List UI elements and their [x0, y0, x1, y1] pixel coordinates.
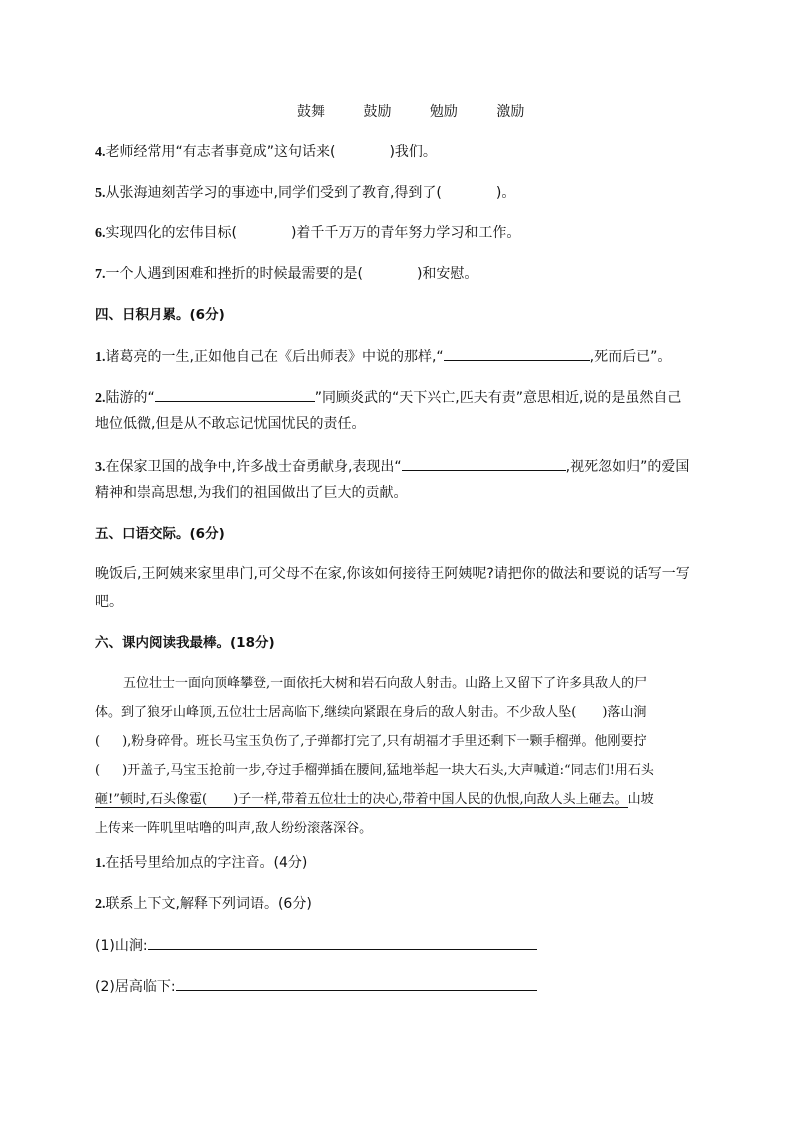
- section-6-question-2: 2.联系上下文,解释下列词语。(6分): [95, 896, 312, 912]
- dotted-char: 坠: [558, 705, 572, 720]
- answer-row-2: (2)居高临下:: [95, 975, 537, 997]
- question-6: 6.实现四化的宏伟目标( )着千千万万的青年努力学习和工作。: [95, 225, 521, 241]
- fill-in-line[interactable]: [155, 386, 315, 402]
- reading-passage: [95, 669, 699, 843]
- passage-line: 五位壮士一面向顶峰攀登,一面依托大树和岩石向敌人射击。山路上又留下了许多具敌人的尸: [123, 676, 648, 691]
- word-bank-item: 勉励: [429, 104, 458, 120]
- section-4-question-2: 2.陆游的“ ”同顾炎武的“天下兴亡,匹夫有责”意思相近,说的是虽然自己: [95, 386, 681, 409]
- question-7: 7.一个人遇到困难和挫折的时候最需要的是( )和安慰。: [95, 266, 479, 282]
- section-4-question-2-cont: 地位低微,但是从不敢忘记忧国忧民的责任。: [95, 416, 366, 432]
- fill-in-line[interactable]: [402, 455, 566, 471]
- section-4-question-3: 3.在保家卫国的战争中,许多战士奋勇献身,表现出“ ,视死忽如归”的爱国: [95, 455, 689, 478]
- section-4-heading: 四、日积月累。(6分): [95, 307, 225, 323]
- fill-in-line[interactable]: [444, 345, 590, 361]
- underlined-sentence: 砸!”顿时,石头像雹( )子一样,带着五位壮士的决心,带着中国人民的仇恨,向敌人头上砸去。: [95, 792, 628, 807]
- passage-line: 上传来一阵叽里咕噜的叫声,敌人纷纷滚落深谷。: [95, 821, 373, 836]
- answer-row-1: (1)山涧:: [95, 934, 537, 956]
- answer-line[interactable]: [148, 934, 537, 950]
- dotted-char: 雹: [189, 792, 203, 807]
- passage-line: 砸!”顿时,石头像雹( )子一样,带着五位壮士的决心,带着中国人民的仇恨,向敌人头上砸去。山坡: [95, 792, 654, 807]
- word-bank-item: 激励: [496, 104, 525, 120]
- passage-line: 体。到了狼牙山峰顶,五位壮士居高临下,继续向紧跟在身后的敌人射击。不少敌人坠( )落山涧: [95, 705, 647, 720]
- word-bank: [297, 101, 558, 121]
- passage-line: ( )开盖子,马宝玉抢前一步,夺过手榴弹插在腰间,猛地举起一块大石头,大声喊道:“同志们!用石头: [95, 763, 654, 778]
- section-4-question-3-cont: 精神和崇高思想,为我们的祖国做出了巨大的贡献。: [95, 485, 408, 501]
- section-6-heading: 六、课内阅读我最棒。(18分): [95, 635, 275, 651]
- question-4: 4.老师经常用“有志者事竟成”这句话来( )我们。: [95, 144, 437, 160]
- word-bank-item: 鼓励: [363, 104, 392, 120]
- answer-line[interactable]: [176, 975, 537, 991]
- section-4-question-1: 1.诸葛亮的一生,正如他自己在《后出师表》中说的那样,“ ,死而后已”。: [95, 345, 671, 368]
- word-bank-item: 鼓舞: [297, 104, 325, 120]
- section-5-heading: 五、口语交际。(6分): [95, 526, 225, 542]
- section-5-prompt-cont: 吧。: [95, 594, 123, 610]
- dotted-char: 拧: [633, 734, 647, 749]
- passage-line: ( ),粉身碎骨。班长马宝玉负伤了,子弹都打完了,只有胡福才手里还剩下一颗手榴弹。他刚要拧: [95, 734, 647, 749]
- section-5-prompt: 晚饭后,王阿姨来家里串门,可父母不在家,你该如何接待王阿姨呢?请把你的做法和要说的话写一写: [95, 566, 690, 582]
- question-5: 5.从张海迪刻苦学习的事迹中,同学们受到了教育,得到了( )。: [95, 185, 516, 201]
- section-6-question-1: 1.在括号里给加点的字注音。(4分): [95, 855, 308, 871]
